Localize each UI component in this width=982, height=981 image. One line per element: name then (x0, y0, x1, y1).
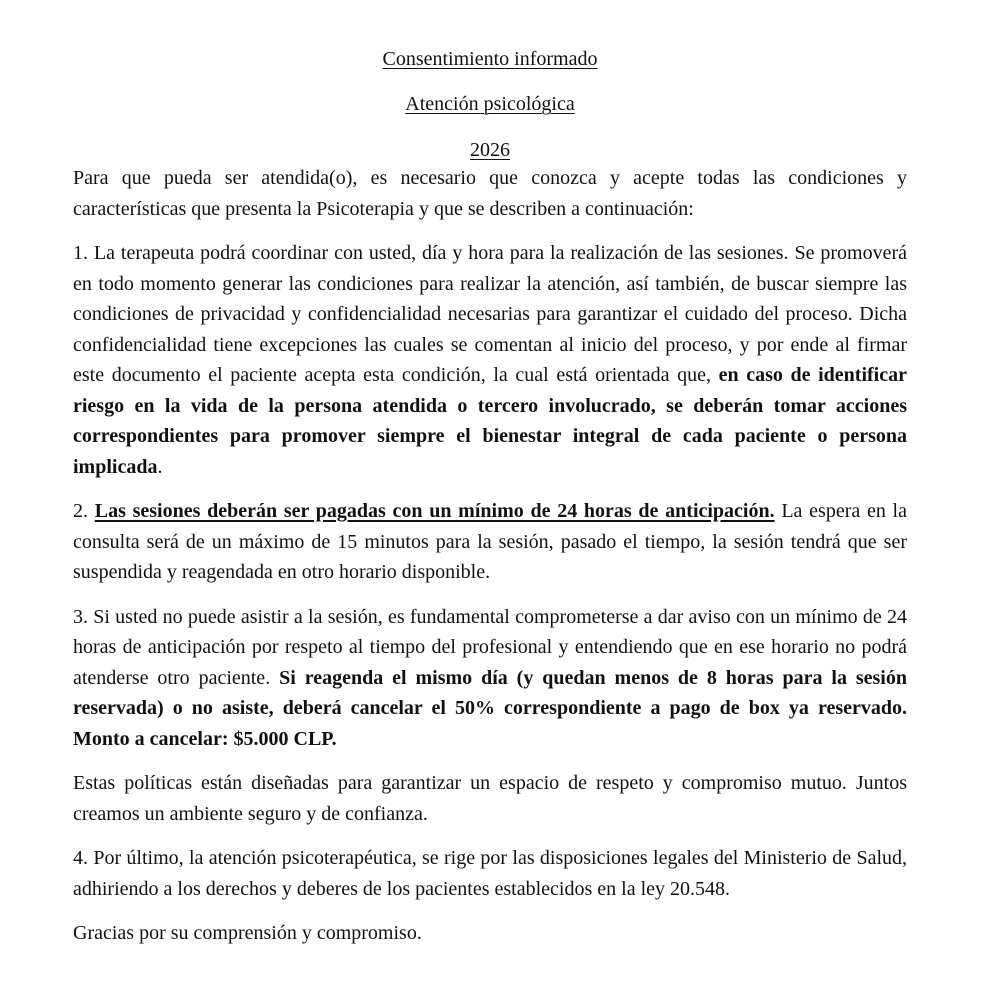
document-title-text: Consentimiento informado (382, 48, 598, 70)
document-year (73, 137, 907, 163)
clause-1-text: 1. La terapeuta podrá coordinar con usted, día y hora para la realización de las sesiones. Se promoverá en todo momento generar las condiciones para realizar la atención, así también, de buscar siempre las condiciones de privacidad y confidencialidad necesarias para garantizar el cuidado del proceso. Dicha confidencialidad tiene excepciones las cuales se comentan al inicio del proceso, y por ende al firmar este documento el paciente acepta esta condición, la cual está orientada que, (73, 242, 907, 386)
policies-paragraph: Estas políticas están diseñadas para garantizar un espacio de respeto y compromiso mutuo. Juntos creamos un ambiente seguro y de confianza. (73, 772, 907, 825)
clause-3 (73, 602, 907, 755)
clause-3-bold: Si reagenda el mismo día (y quedan menos de 8 horas para la sesión reservada) o no asiste, deberá cancelar el 50% correspondiente a pago de box ya reservado. Monto a cancelar: $5.000 CLP. (73, 666, 907, 750)
clause-1-end: . (157, 455, 163, 478)
clause-1-bold: en caso de identificar riesgo en la vida de la persona atendida o tercero involucrado, se deberán tomar acciones correspondientes para promover siempre el bienestar integral de cada paciente o persona implicada (73, 364, 907, 478)
clause-2 (73, 496, 907, 588)
clause-4: 4. Por último, la atención psicoterapéutica, se rige por las disposiciones legales del Ministerio de Salud, adhiriendo a los derechos y deberes de los pacientes establecidos en la ley 20.548. (73, 847, 907, 900)
clause-2-number: 2. (73, 500, 95, 522)
document-subtitle-text: Atención psicológica (405, 93, 575, 115)
consent-document (73, 40, 907, 949)
clause-2-bold-underlined: Las sesiones deberán ser pagadas con un mínimo de 24 horas de anticipación. (94, 500, 775, 522)
closing-paragraph: Gracias por su comprensión y compromiso. (73, 922, 422, 944)
intro-paragraph: Para que pueda ser atendida(o), es necesario que conozca y acepte todas las condiciones y características que presenta la Psicoterapia y que se describen a continuación: (73, 167, 907, 220)
clause-2-text: La espera en la consulta será de un máximo de 15 minutos para la sesión, pasado el tiempo, la sesión tendrá que ser suspendida y reagendada en otro horario disponible. (73, 500, 907, 583)
clause-1 (73, 238, 907, 482)
document-title (73, 46, 907, 72)
clause-3-text: 3. Si usted no puede asistir a la sesión, es fundamental comprometerse a dar aviso con un mínimo de 24 horas de anticipación por respeto al tiempo del profesional y entendiendo que en ese horario no podrá atenderse otro paciente. (73, 605, 907, 689)
document-subtitle (73, 91, 907, 117)
document-year-text: 2026 (470, 139, 510, 161)
